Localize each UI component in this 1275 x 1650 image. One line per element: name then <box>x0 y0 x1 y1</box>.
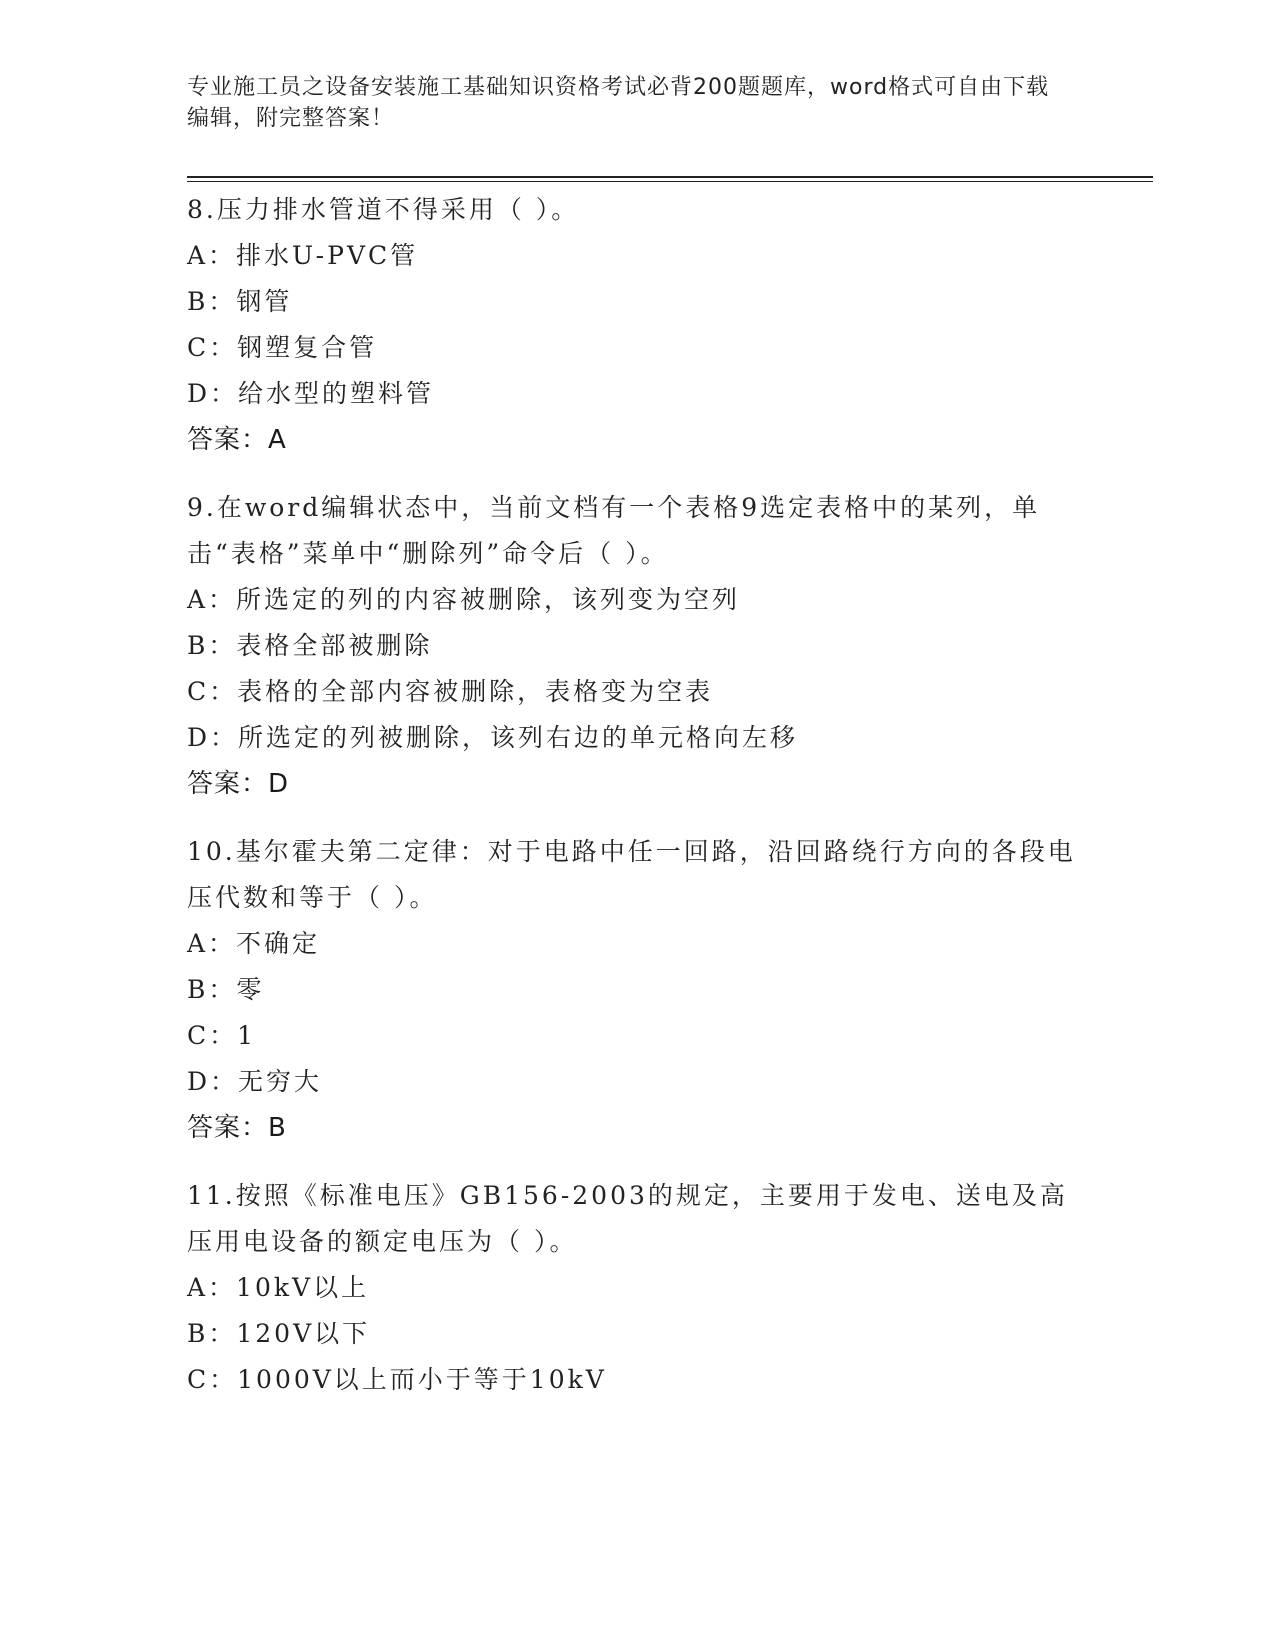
question-10 <box>187 829 1087 1151</box>
question-11 <box>187 1173 1087 1403</box>
question-stem: 10.基尔霍夫第二定律：对于电路中任一回路，沿回路绕行方向的各段电压代数和等于（ ）。 <box>187 837 1076 912</box>
option-b: B：钢管 <box>187 287 293 316</box>
option-d: D：给水型的塑料管 <box>187 379 435 408</box>
option-a: A：10kV以上 <box>187 1273 370 1302</box>
option-a: A：所选定的列的内容被删除，该列变为空列 <box>187 585 741 614</box>
option-b: B：表格全部被删除 <box>187 631 433 660</box>
option-d: D：所选定的列被删除，该列右边的单元格向左移 <box>187 723 799 752</box>
question-stem: 9.在word编辑状态中，当前文档有一个表格9选定表格中的某列，单击“表格”菜单中“删除列”命令后（ ）。 <box>187 493 1041 568</box>
option-a: A：排水U-PVC管 <box>187 241 419 270</box>
question-stem: 8.压力排水管道不得采用（ ）。 <box>187 195 580 224</box>
question-9 <box>187 485 1087 807</box>
header-divider-thin <box>187 181 1153 182</box>
option-c: C：1 <box>187 1021 257 1050</box>
question-list <box>187 187 1087 1425</box>
option-c: C：表格的全部内容被删除，表格变为空表 <box>187 677 714 706</box>
header-divider-thick <box>187 176 1153 178</box>
answer-line: 答案：A <box>187 425 287 455</box>
option-a: A：不确定 <box>187 929 321 958</box>
option-d: D：无穷大 <box>187 1067 323 1096</box>
question-8 <box>187 187 1087 463</box>
question-stem: 11.按照《标准电压》GB156-2003的规定，主要用于发电、送电及高压用电设备的额定电压为（ ）。 <box>187 1181 1068 1256</box>
option-c: C：1000V以上而小于等于10kV <box>187 1365 607 1394</box>
option-b: B：零 <box>187 975 265 1004</box>
option-b: B：120V以下 <box>187 1319 371 1348</box>
option-c: C：钢塑复合管 <box>187 333 378 362</box>
document-header: 专业施工员之设备安装施工基础知识资格考试必背200题题库，word格式可自由下载编辑，附完整答案！ <box>187 75 1050 131</box>
answer-line: 答案：D <box>187 769 290 799</box>
answer-line: 答案：B <box>187 1113 287 1143</box>
